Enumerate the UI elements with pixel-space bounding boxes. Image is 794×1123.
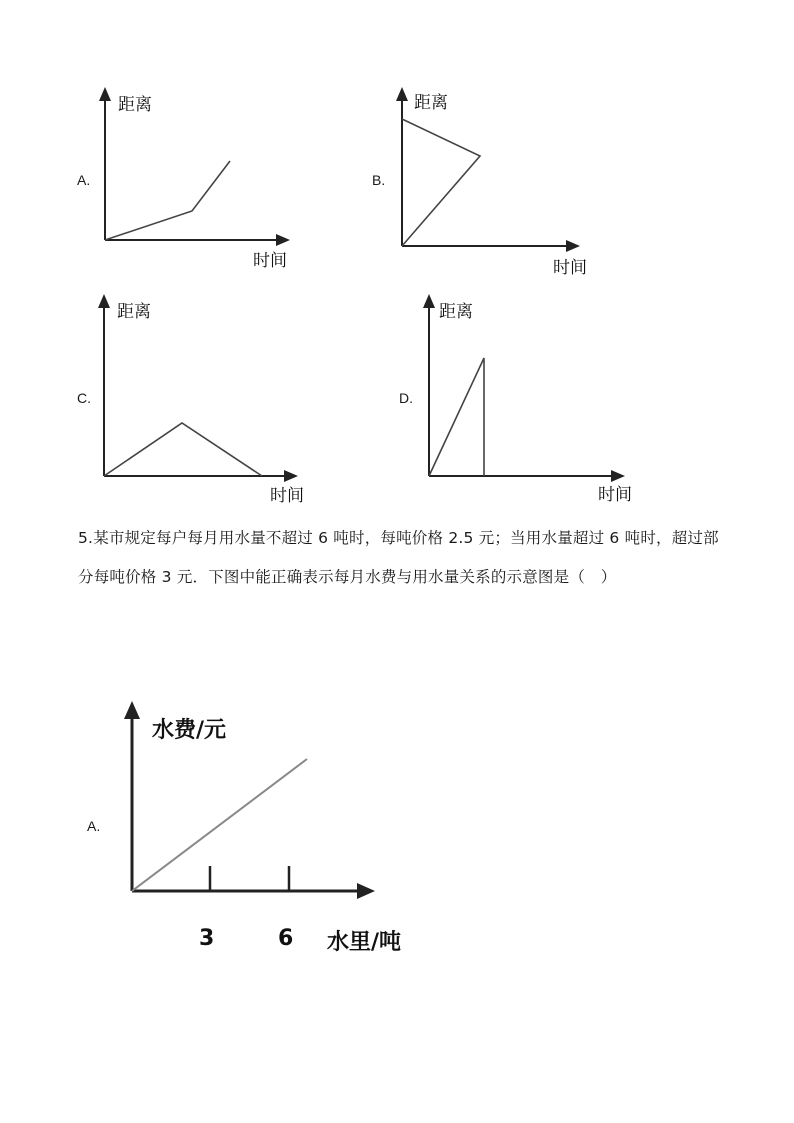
graph-b [390, 85, 610, 280]
tick-label-3: 3 [199, 926, 215, 951]
y-axis-label: 水费/元 [152, 718, 227, 743]
y-axis-arrow [99, 87, 111, 101]
graph-c [90, 290, 320, 510]
option-a-answer-label: A. [87, 818, 101, 834]
y-axis-label: 距离 [117, 302, 151, 322]
x-axis-label: 时间 [270, 486, 304, 506]
y-axis-arrow [124, 701, 140, 719]
x-axis-arrow [566, 240, 580, 252]
x-axis-label: 时间 [553, 258, 587, 278]
option-b-label: B. [372, 172, 386, 188]
y-axis-label: 距离 [118, 95, 152, 115]
x-axis-arrow [284, 470, 298, 482]
graph-water-fee [115, 695, 445, 965]
curve-line [402, 119, 480, 246]
y-axis-arrow [396, 87, 408, 101]
y-axis-arrow [423, 294, 435, 308]
option-d-label: D. [399, 390, 413, 406]
x-axis-arrow [357, 883, 375, 899]
curve-line [104, 423, 262, 476]
option-c-label: C. [77, 390, 91, 406]
x-axis-arrow [276, 234, 290, 246]
graph-a [90, 85, 320, 275]
curve-line [429, 358, 484, 476]
y-axis-label: 距离 [439, 302, 473, 322]
tick-label-6: 6 [278, 926, 294, 951]
fee-line [132, 759, 307, 891]
option-a-label: A. [77, 172, 91, 188]
x-axis-arrow [611, 470, 625, 482]
graph-d [415, 290, 645, 510]
curve-line [105, 161, 230, 240]
y-axis-arrow [98, 294, 110, 308]
y-axis-label: 距离 [414, 93, 448, 113]
x-axis-label: 水里/吨 [327, 930, 402, 955]
question-text: 5.某市规定每户每月用水量不超过 6 吨时，每吨价格 2.5 元；当用水量超过 6 吨时，超过部分每吨价格 3 元．下图中能正确表示每月水费与用水量关系的示意图是（ ） [78, 529, 719, 586]
x-axis-label: 时间 [598, 485, 632, 505]
x-axis-label: 时间 [253, 251, 287, 271]
